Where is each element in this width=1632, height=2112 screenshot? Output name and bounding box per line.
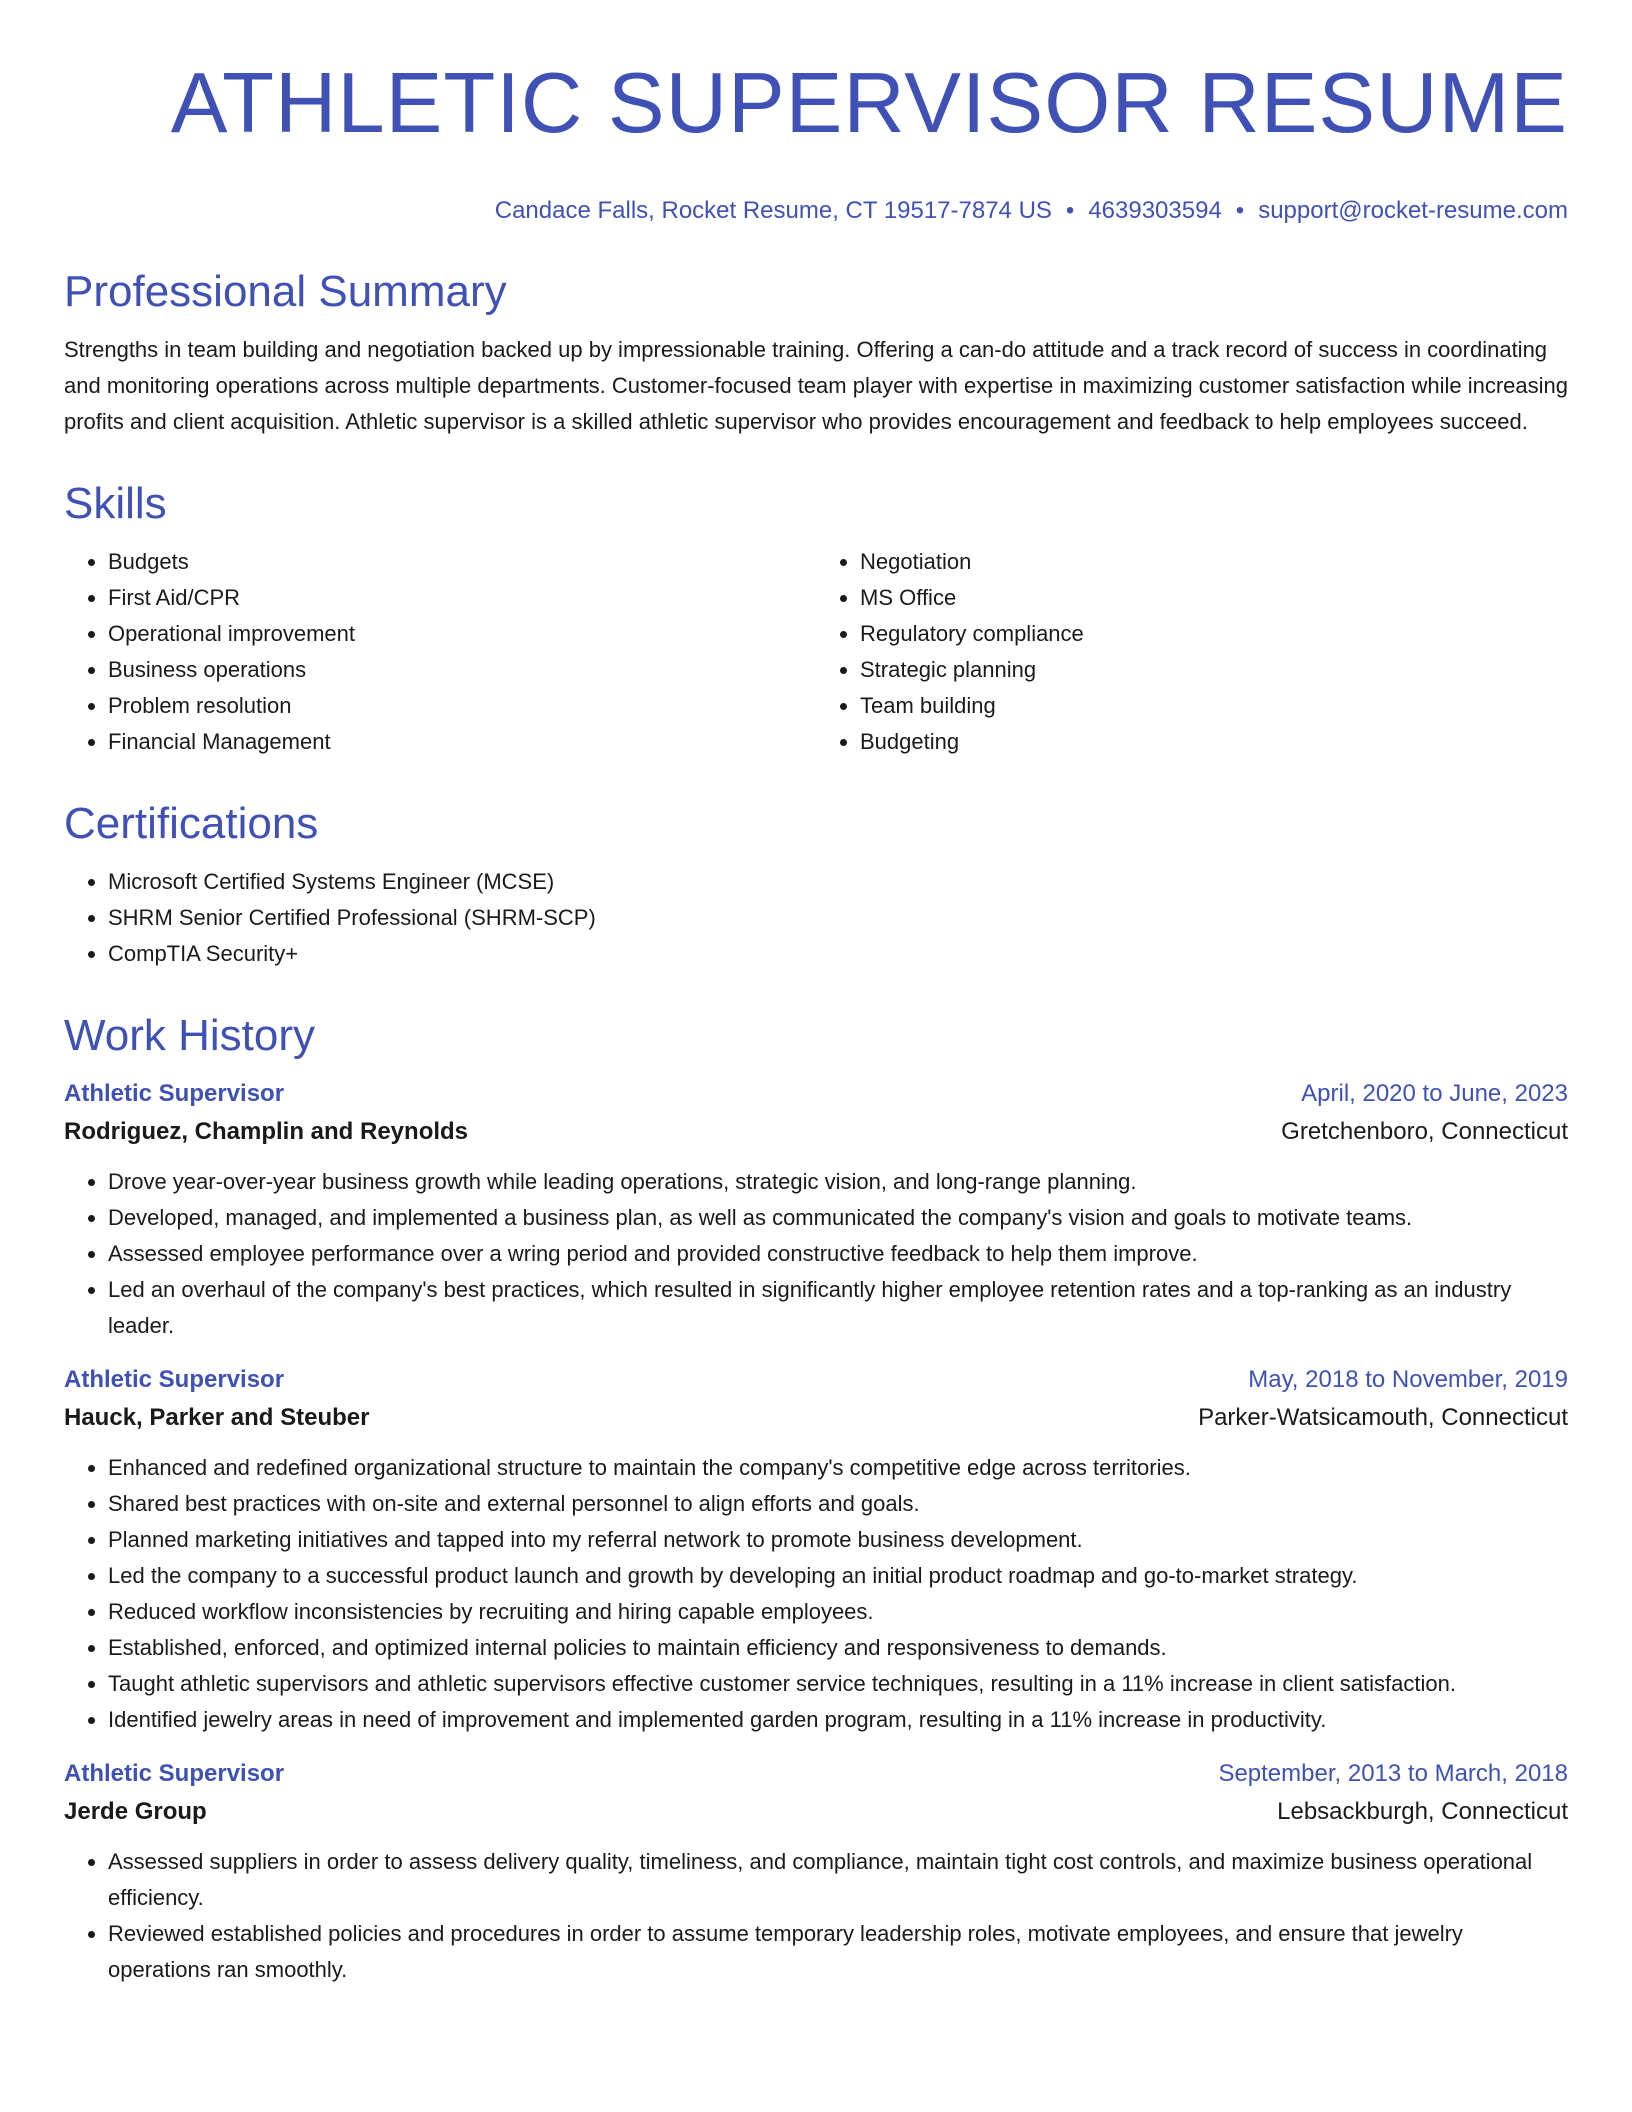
job-bullet: • Assessed suppliers in order to assess delivery quality, timeliness, and compliance, maintain tight cost controls, and maximize business operational efficiency.	[108, 1844, 1568, 1916]
job-title-row	[64, 1076, 1568, 1112]
skills-list-left	[64, 544, 816, 760]
certification-item: • Microsoft Certified Systems Engineer (MCSE)	[108, 864, 1568, 900]
work-history-heading: Work History	[64, 1011, 315, 1060]
job-title-row	[64, 1756, 1568, 1792]
job-location: Lebsackburgh, Connecticut	[1277, 1798, 1568, 1825]
contact-address: Candace Falls, Rocket Resume, CT 19517-7874 US	[494, 197, 1052, 224]
contact-email[interactable]: support@rocket-resume.com	[1258, 197, 1568, 224]
job-bullet: • Taught athletic supervisors and athletic supervisors effective customer service techniques, resulting in a 11% increase in client satisfaction.	[108, 1666, 1568, 1702]
contact-separator: •	[1065, 197, 1075, 224]
certifications-section	[64, 798, 1568, 972]
skills-list-right	[816, 544, 1568, 760]
job-bullets	[64, 1450, 1568, 1738]
job-bullet: • Enhanced and redefined organizational structure to maintain the company's competitive edge across territories.	[108, 1450, 1568, 1486]
job-dates: September, 2013 to March, 2018	[1218, 1760, 1568, 1787]
job-company: Hauck, Parker and Steuber	[64, 1404, 370, 1431]
job-bullets	[64, 1164, 1568, 1344]
certifications-heading: Certifications	[64, 799, 319, 848]
job-location: Gretchenboro, Connecticut	[1281, 1118, 1568, 1145]
job-bullet: • Assessed employee performance over a wring period and provided constructive feedback to help them improve.	[108, 1236, 1568, 1272]
job-title-row	[64, 1362, 1568, 1398]
skills-columns	[64, 544, 1568, 760]
skills-heading: Skills	[64, 479, 167, 528]
summary-heading: Professional Summary	[64, 267, 507, 316]
skill-item: • Regulatory compliance	[860, 616, 1568, 652]
skill-item: • Business operations	[108, 652, 816, 688]
job-company: Rodriguez, Champlin and Reynolds	[64, 1118, 469, 1145]
skill-item: • Strategic planning	[860, 652, 1568, 688]
job-title: Athletic Supervisor	[64, 1760, 285, 1787]
job-bullet: • Reviewed established policies and procedures in order to assume temporary leadership roles, motivate employees, and ensure that jewelry operations ran smoothly.	[108, 1916, 1568, 1988]
summary-text: Strengths in team building and negotiation backed up by impressionable training. Offering a can-do attitude and a track record of success in coordinating and monitoring operations across multiple departments. Customer-focused team player with expertise in maximizing customer satisfaction while increasing profits and client acquisition. Athletic supervisor is a skilled athletic supervisor who provides encouragement and feedback to help employees succeed.	[64, 337, 1569, 434]
job-company-row	[64, 1792, 1568, 1832]
job-title: Athletic Supervisor	[64, 1366, 285, 1393]
job-entry	[64, 1362, 1568, 1738]
skill-item: • MS Office	[860, 580, 1568, 616]
job-bullet: • Drove year-over-year business growth while leading operations, strategic vision, and long-range planning.	[108, 1164, 1568, 1200]
job-title: Athletic Supervisor	[64, 1080, 285, 1107]
skill-item: • Operational improvement	[108, 616, 816, 652]
contact-line	[64, 194, 1568, 228]
job-bullet: • Reduced workflow inconsistencies by recruiting and hiring capable employees.	[108, 1594, 1568, 1630]
job-bullet: • Identified jewelry areas in need of improvement and implemented garden program, resulting in a 11% increase in productivity.	[108, 1702, 1568, 1738]
job-location: Parker-Watsicamouth, Connecticut	[1198, 1404, 1568, 1431]
job-entry	[64, 1076, 1568, 1344]
job-bullet: • Led the company to a successful product launch and growth by developing an initial product roadmap and go-to-market strategy.	[108, 1558, 1568, 1594]
skill-item: • Financial Management	[108, 724, 816, 760]
job-entry	[64, 1756, 1568, 1988]
job-company-row	[64, 1112, 1568, 1152]
summary-section	[64, 266, 1568, 440]
contact-phone: 4639303594	[1088, 197, 1222, 224]
resume-header	[64, 0, 1568, 228]
job-bullet: • Planned marketing initiatives and tapped into my referral network to promote business development.	[108, 1522, 1568, 1558]
job-company: Jerde Group	[64, 1798, 207, 1825]
job-bullet: • Developed, managed, and implemented a business plan, as well as communicated the company's vision and goals to motivate teams.	[108, 1200, 1568, 1236]
job-dates: April, 2020 to June, 2023	[1301, 1080, 1568, 1107]
skill-item: • Problem resolution	[108, 688, 816, 724]
job-bullet: • Led an overhaul of the company's best practices, which resulted in significantly higher employee retention rates and a top-ranking as an industry leader.	[108, 1272, 1568, 1344]
work-history-section	[64, 1010, 1568, 1988]
job-company-row	[64, 1398, 1568, 1438]
skills-section	[64, 478, 1568, 760]
certifications-list	[64, 864, 1568, 972]
certification-item: • CompTIA Security+	[108, 936, 1568, 972]
certification-item: • SHRM Senior Certified Professional (SHRM-SCP)	[108, 900, 1568, 936]
skill-item: • Negotiation	[860, 544, 1568, 580]
skill-item: • Budgeting	[860, 724, 1568, 760]
job-bullet: • Shared best practices with on-site and external personnel to align efforts and goals.	[108, 1486, 1568, 1522]
skill-item: • First Aid/CPR	[108, 580, 816, 616]
contact-separator: •	[1235, 197, 1245, 224]
job-dates: May, 2018 to November, 2019	[1248, 1366, 1568, 1393]
job-bullet: • Established, enforced, and optimized internal policies to maintain efficiency and responsiveness to demands.	[108, 1630, 1568, 1666]
job-bullets	[64, 1844, 1568, 1988]
skill-item: • Budgets	[108, 544, 816, 580]
resume-title: ATHLETIC SUPERVISOR RESUME	[170, 56, 1568, 151]
skill-item: • Team building	[860, 688, 1568, 724]
